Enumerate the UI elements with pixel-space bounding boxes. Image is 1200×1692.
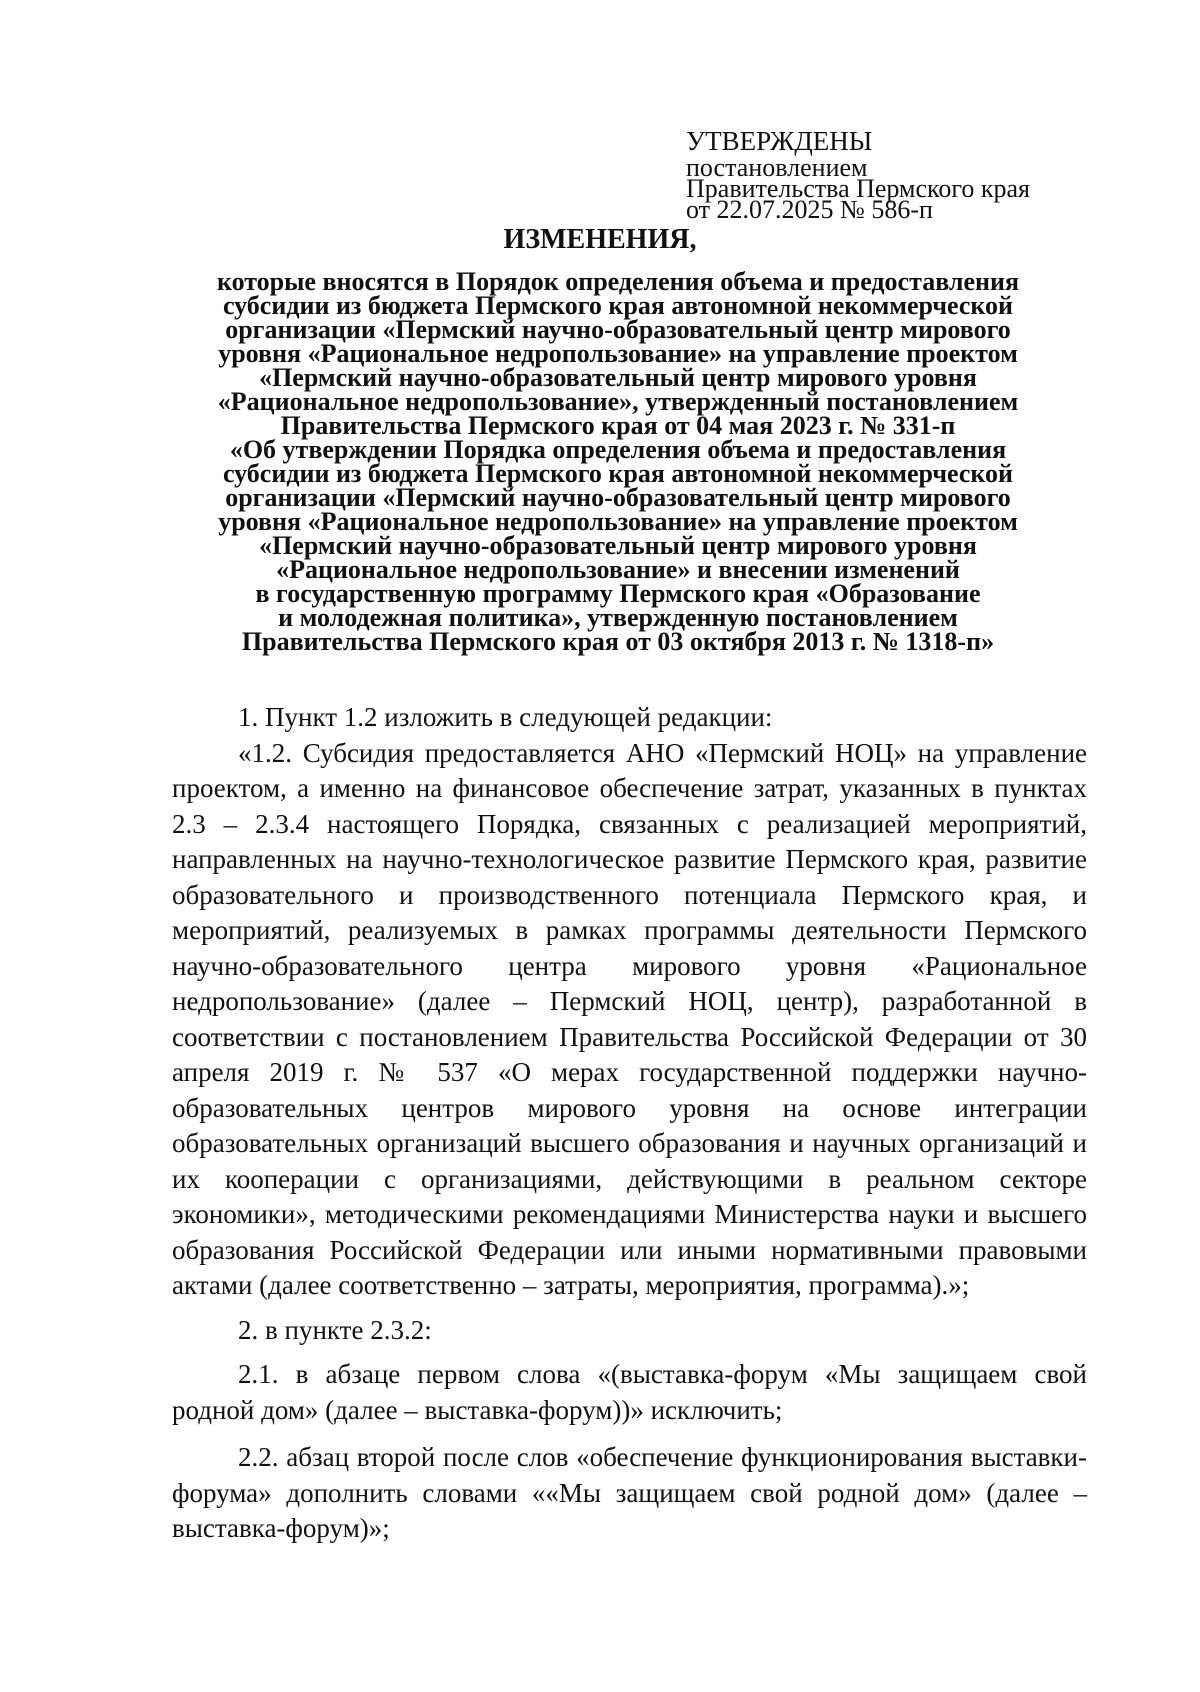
paragraph-item-1-2-text: «1.2. Субсидия предоставляется АНО «Пермский НОЦ» на управление проектом, а именно на финансовое обеспечение затрат, указанных в пунктах 2.3 – 2.3.4 настоящего Порядка, связанных с реализацией мероприятий, направленных на научно-технологическое развитие Пермского края, развитие образовательного и производственного потенциала Пермского края, и мероприятий, реализуемых в рамках программы деятельности Пермского научно-образовательного центра мирового уровня «Рациональное недропользование» (далее – Пермский НОЦ, центр), разработанной в соответствии с постановлением Правительства Российской Федерации от 30 апреля 2019 г. № 537 «О мерах государственной поддержки научно-образовательных центров мирового уровня на основе интеграции образовательных организаций высшего образования и научных организаций и их кооперации с организациями, действующими в реальном секторе экономики», методическими рекомендациями Министерства науки и высшего образования Российской Федерации или иными нормативными правовыми актами (далее соответственно – затраты, мероприятия, программа).»; [172,737,1087,1300]
approval-line: постановлением [686,153,868,182]
approval-title: УТВЕРЖДЕНЫ [686,126,873,156]
document-body [172,700,1087,1547]
paragraph-item-2-2: 2.2. абзац второй после слов «обеспечение функционирования выставки-форума» дополнить словами ««Мы защищаем свой родной дом» (далее – выставка-форум)»; [172,1442,1087,1543]
heading-line: которые вносятся в Порядок определения объема и предоставления [216,267,1020,296]
approval-line: Правительства Пермского края [686,174,1030,203]
heading-line: и молодежная политика», утвержденную постановлением [278,603,958,632]
approval-stamp [686,126,1030,224]
heading-line: субсидии из бюджета Пермского края автономной некоммерческой [222,459,1014,488]
paragraph-item-2-1: 2.1. в абзаце первом слова «(выставка-форум «Мы защищаем свой родной дом» (далее – выставка-форум))» исключить; [172,1359,1087,1425]
heading-line: организации «Пермский научно-образовательный центр мирового [225,315,1011,344]
approval-line: от 22.07.2025 № 586-п [686,195,933,224]
heading-line: в государственную программу Пермского края «Образование [255,579,981,608]
heading-line: уровня «Рациональное недропользование» на управление проектом [218,507,1018,536]
heading-line: «Рациональное недропользование», утвержденный постановлением [217,387,1019,416]
document-title: ИЗМЕНЕНИЯ, [503,224,697,255]
heading-line: «Об утверждении Порядка определения объема и предоставления [229,435,1007,464]
heading-line: «Пермский научно-образовательный центр мирового уровня [259,363,977,392]
document-heading [150,267,1086,656]
heading-line: уровня «Рациональное недропользование» на управление проектом [218,339,1018,368]
heading-line: «Рациональное недропользование» и внесении изменений [276,555,960,584]
heading-line: субсидии из бюджета Пермского края автономной некоммерческой [222,291,1014,320]
heading-line: Правительства Пермского края от 04 мая 2023 г. № 331-п [280,411,956,440]
heading-line: «Пермский научно-образовательный центр мирового уровня [259,531,977,560]
heading-line: Правительства Пермского края от 03 октября 2013 г. № 1318-п» [241,627,995,656]
paragraph-item-2: 2. в пункте 2.3.2: [238,1314,432,1345]
heading-line: организации «Пермский научно-образовательный центр мирового [225,483,1011,512]
paragraph-item-1: 1. Пункт 1.2 изложить в следующей редакции: [238,702,773,732]
